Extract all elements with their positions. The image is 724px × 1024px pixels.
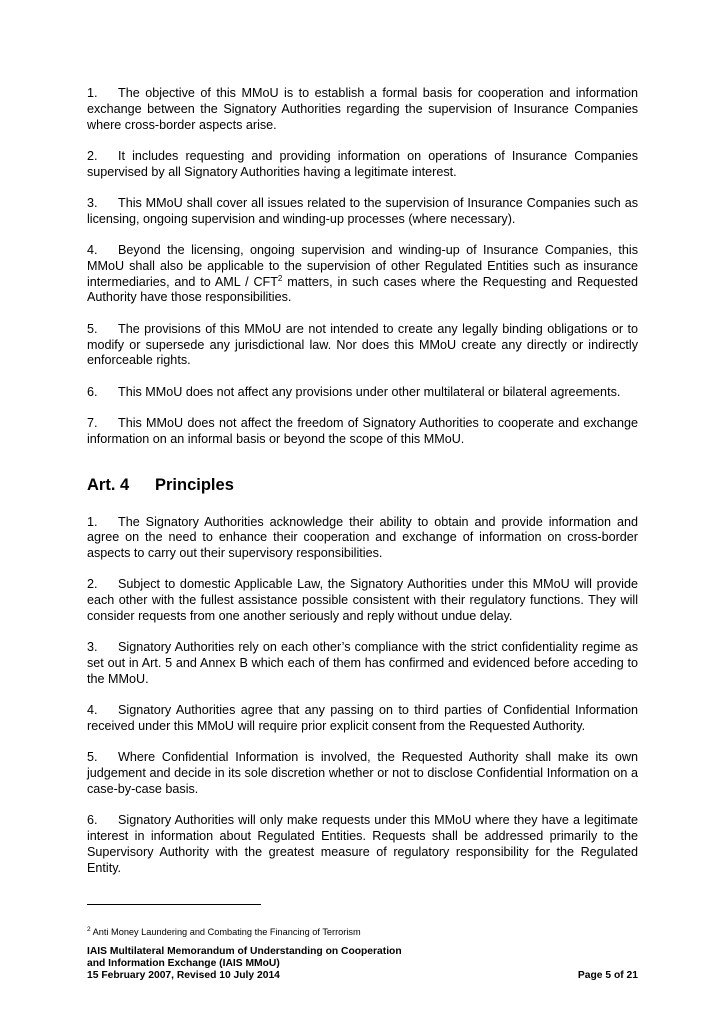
paragraph <box>87 813 638 876</box>
paragraph-number: 2. <box>87 148 98 163</box>
paragraph-text: The objective of this MMoU is to establish a formal basis for cooperation and information exchange between the Signatory Authorities regarding the supervision of Insurance Companies where cross-border aspects arise. <box>87 86 638 132</box>
paragraph-number: 4. <box>87 703 98 718</box>
document-body <box>87 86 638 892</box>
paragraph <box>87 640 638 687</box>
paragraph-number: 1. <box>87 86 98 100</box>
paragraph-text: Signatory Authorities agree that any passing on to third parties of Confidential Information received under this MMoU will require prior explicit consent from the Requested Authority. <box>87 703 638 734</box>
paragraph-number: 4. <box>87 243 98 258</box>
paragraph-text: Beyond the licensing, ongoing supervision and winding-up of Insurance Companies, this MMoU shall also be applicable to the supervision of other Regulated Entities such as insurance intermediaries, and to AML / CFT <box>87 243 638 289</box>
paragraph <box>87 196 638 228</box>
article-number: Art. 4 <box>87 475 130 494</box>
paragraph <box>87 703 638 735</box>
footnote-text: Anti Money Laundering and Combating the Financing of Terrorism <box>92 927 361 937</box>
paragraph <box>87 515 638 562</box>
paragraph <box>87 86 638 133</box>
page-number: Page 5 of 21 <box>577 970 638 982</box>
paragraph <box>87 149 638 181</box>
article-title: Principles <box>155 475 234 494</box>
footer-title-line: and Information Exchange (IAIS MMoU) <box>87 958 280 970</box>
paragraph-number: 5. <box>87 321 98 336</box>
footer-date: 15 February 2007, Revised 10 July 2014 <box>87 970 280 982</box>
paragraph-number: 1. <box>87 514 98 529</box>
paragraph-number: 6. <box>87 813 98 828</box>
paragraph-text: The provisions of this MMoU are not intended to create any legally binding obligations or to modify or supersede any jurisdictional law. Nor does this MMoU create any directly or indirectly enforceable rights. <box>87 321 638 368</box>
paragraph-number: 2. <box>87 577 98 592</box>
page-footer <box>87 946 638 983</box>
paragraph <box>87 416 638 448</box>
paragraph-text: This MMoU does not affect the freedom of Signatory Authorities to cooperate and exchange information on an informal basis or beyond the scope of this MMoU. <box>87 415 638 446</box>
paragraph-text: Signatory Authorities will only make requests under this MMoU where they have a legitimate interest in information about Regulated Entities. Requests shall be addressed primarily to the Supervisory Authority with the greatest measure of regulatory responsibility for the Regulated Entity. <box>87 813 638 875</box>
footnote-reference[interactable]: 2 <box>277 273 283 283</box>
footnote <box>87 927 361 937</box>
paragraph-number: 6. <box>87 384 98 399</box>
paragraph-text: This MMoU does not affect any provisions under other multilateral or bilateral agreements. <box>118 384 621 399</box>
paragraph-text: Signatory Authorities rely on each other’s compliance with the strict confidentiality regime as set out in Art. 5 and Annex B which each of them has confirmed and evidenced before acceding to the MMoU. <box>87 640 638 686</box>
paragraph <box>87 750 638 797</box>
paragraph-text: This MMoU shall cover all issues related to the supervision of Insurance Companies such as licensing, ongoing supervision and winding-up processes (where necessary). <box>87 195 638 226</box>
paragraph-text: The Signatory Authorities acknowledge their ability to obtain and provide information and agree on the need to enhance their cooperation and exchange of information on cross-border aspects to carry out their supervisory responsibilities. <box>87 514 638 561</box>
paragraph-number: 5. <box>87 750 98 765</box>
paragraph <box>87 385 638 401</box>
paragraph-text: matters, in such cases where the Requesting and Requested Authority have those responsibilities. <box>87 274 638 305</box>
paragraph-text: Subject to domestic Applicable Law, the Signatory Authorities under this MMoU will provide each other with the fullest assistance possible consistent with their regulatory functions. They will consider requests from one another seriously and reply without undue delay. <box>87 577 638 624</box>
paragraph-number: 7. <box>87 415 98 430</box>
paragraph-number: 3. <box>87 195 98 210</box>
footnote-number: 2 <box>87 925 91 933</box>
paragraph-text: Where Confidential Information is involved, the Requested Authority shall make its own judgement and decide in its sole discretion whether or not to disclose Confidential Information on a case-by-case basis. <box>87 750 638 796</box>
paragraph-text: It includes requesting and providing information on operations of Insurance Companies supervised by all Signatory Authorities having a legitimate interest. <box>87 148 638 179</box>
footnote-separator <box>87 904 261 905</box>
paragraph <box>87 243 638 306</box>
footer-title-line: IAIS Multilateral Memorandum of Understanding on Cooperation <box>87 946 402 957</box>
paragraph-number: 3. <box>87 640 98 655</box>
paragraph <box>87 322 638 369</box>
paragraph <box>87 577 638 624</box>
section-heading <box>87 475 638 495</box>
